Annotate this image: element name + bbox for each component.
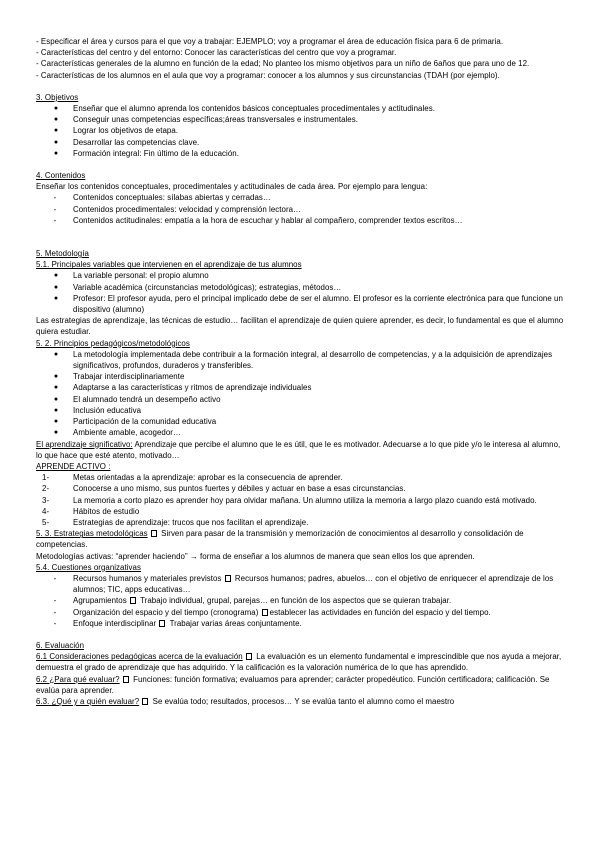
list-item-text: Contenidos conceptuales: sílabas abiertas y cerradas… bbox=[73, 193, 271, 203]
list-item-text: Trabajar varias áreas conjuntamente. bbox=[167, 618, 302, 628]
number-marker: 3- bbox=[42, 495, 50, 505]
list-item-text: Adaptarse a las características y ritmos de aprendizaje individuales bbox=[73, 383, 312, 393]
bullet-icon: ● bbox=[53, 395, 59, 403]
intro-line: - Características generales de la alumno en función de la edad; No planteo los mismo objetivos para un niño de 6años que para uno de 12. bbox=[36, 59, 530, 69]
bullet-icon: ● bbox=[53, 138, 59, 146]
subsection-heading: 5. 3. Estrategias metodológicas bbox=[36, 529, 148, 539]
list-item bbox=[36, 506, 566, 517]
list-item bbox=[36, 472, 566, 483]
list-item-text: Estrategias de aprendizaje: trucos que nos facilitan el aprendizaje. bbox=[73, 517, 309, 527]
list-item bbox=[36, 394, 566, 405]
dash-marker: - bbox=[53, 215, 57, 225]
list-item bbox=[36, 517, 566, 528]
dash-marker: - bbox=[53, 204, 57, 214]
list-item bbox=[36, 349, 566, 371]
list-item-text: Trabajar interdisciplinariamente bbox=[73, 372, 185, 382]
bullet-icon: ● bbox=[53, 116, 59, 124]
section-contenidos bbox=[36, 170, 566, 226]
section-intro: Enseñar los contenidos conceptuales, procedimentales y actitudinales de cada área. Por ejemplo para lengua: bbox=[36, 182, 428, 192]
list-item-text: establecer las actividades en función del espacio y del tiempo. bbox=[269, 607, 491, 617]
list-item bbox=[36, 137, 566, 148]
paragraph-text: La evaluación es un elemento fundamental e imprescindible que nos ayuda a mejorar, demuestra el grado de aprendizaje que has adquirido. Y la calificación es la valoración numérica de lo que has aprendido. bbox=[36, 652, 562, 673]
list-item-text: Ambiente amable, acogedor… bbox=[73, 428, 181, 438]
bullet-icon: ● bbox=[53, 272, 59, 280]
list-item-text: Desarrollar las competencias clave. bbox=[73, 137, 200, 147]
number-marker: 2- bbox=[42, 484, 50, 494]
paragraph bbox=[36, 651, 566, 673]
list-item-text: La memoria a corto plazo es aprender hoy para olvidar mañana. Un alumno utiliza la memoria a largo plazo cuando está motivado. bbox=[73, 495, 537, 505]
paragraph: Metodologías activas: “aprender haciendo” → forma de enseñar a los alumnos de manera que sean ellos los que aprenden. bbox=[36, 551, 475, 561]
list-item bbox=[36, 125, 566, 136]
bullet-icon: ● bbox=[53, 418, 59, 426]
list-item-text: Contenidos actitudinales: empatía a la hora de escuchar y hablar al compañero, comprender textos escritos… bbox=[73, 215, 463, 225]
list-item-text: Recursos humanos y materiales previstos bbox=[73, 573, 224, 583]
subsection-heading: 5.4. Cuestiones organizativas bbox=[36, 562, 141, 572]
bullet-icon: ● bbox=[53, 384, 59, 392]
section-evaluacion bbox=[36, 640, 566, 707]
subsection-heading: 6.2 ¿Para qué evaluar? bbox=[36, 674, 120, 684]
list-item-text: El alumnado tendrá un desempeño activo bbox=[73, 394, 221, 404]
section-heading: 6. Evaluación bbox=[36, 640, 85, 650]
subsection-heading: 5. 2. Principios pedagógicos/metodológicos bbox=[36, 338, 190, 348]
list-item-text: Enfoque interdisciplinar bbox=[73, 618, 159, 628]
document-page bbox=[36, 36, 566, 707]
list-item-text: Participación de la comunidad educativa bbox=[73, 417, 217, 427]
list-item-text: Recursos humanos; padres, abuelos… con el objetivo de enriquecer el aprendizaje de los alumnos; TIC, apps educativas… bbox=[73, 573, 554, 595]
list-item bbox=[36, 293, 566, 315]
list-item-text: Contenidos procedimentales: velocidad y comprensión lectora… bbox=[73, 204, 302, 214]
term-label: APRENDE ACTIVO : bbox=[36, 461, 111, 471]
paragraph bbox=[36, 696, 566, 707]
section-metodologia bbox=[36, 248, 566, 629]
section-objetivos bbox=[36, 92, 566, 159]
list-item bbox=[36, 371, 566, 382]
bullet-icon: ● bbox=[53, 105, 59, 113]
missing-glyph-icon bbox=[246, 653, 252, 660]
list-item bbox=[36, 416, 566, 427]
list-item-text: Enseñar que el alumno aprenda los contenidos básicos conceptuales procedimentales y actitudinales. bbox=[73, 104, 435, 114]
intro-line: - Características del centro y del entorno: Conocer las características del centro que voy a programar. bbox=[36, 48, 397, 58]
dash-marker: - bbox=[53, 607, 57, 617]
list-item bbox=[36, 204, 566, 215]
subsection-heading: 6.1 Consideraciones pedagógicas acerca de la evaluación bbox=[36, 652, 243, 662]
objetivos-list bbox=[36, 103, 566, 159]
missing-glyph-icon bbox=[225, 575, 231, 582]
section-heading: 3. Objetivos bbox=[36, 92, 79, 102]
bullet-icon: ● bbox=[53, 429, 59, 437]
section-heading: 5. Metodología bbox=[36, 249, 89, 259]
list-item bbox=[36, 573, 566, 595]
missing-glyph-icon bbox=[142, 698, 148, 705]
dash-marker: - bbox=[53, 618, 57, 628]
intro-section bbox=[36, 36, 566, 81]
list-item bbox=[36, 618, 566, 629]
missing-glyph-icon bbox=[123, 676, 129, 683]
paragraph: Las estrategias de aprendizaje, las técnicas de estudio… facilitan el aprendizaje de quien quiere aprender, es decir, lo fundamental es que el alumno quiera estudiar. bbox=[36, 316, 564, 337]
list-item-text: Profesor: El profesor ayuda, pero el principal implicado debe de ser el alumno. El profesor es la corriente electrónica para que funcione un dispositivo (alumno) bbox=[73, 293, 563, 315]
dash-marker: - bbox=[53, 596, 57, 606]
missing-glyph-icon bbox=[159, 620, 165, 627]
list-item bbox=[36, 270, 566, 281]
paragraph-text: Funciones: función formativa; evaluamos para aprender; carácter propedéutico. Función certificadora; calificación. Se evalúa para aprender. bbox=[36, 674, 550, 695]
organizativas-list bbox=[36, 573, 566, 629]
list-item-text: Organización del espacio y del tiempo (cronograma) bbox=[73, 607, 261, 617]
paragraph bbox=[36, 528, 566, 550]
list-item-text: Formación integral: Fin último de la educación. bbox=[73, 148, 239, 158]
number-marker: 5- bbox=[42, 517, 50, 527]
intro-line: - Especificar el área y cursos para el que voy a trabajar: EJEMPLO; voy a programar el área de educación física para 6 de primaria. bbox=[36, 37, 504, 46]
list-item bbox=[36, 215, 566, 226]
list-item bbox=[36, 495, 566, 506]
bullet-icon: ● bbox=[53, 127, 59, 135]
dash-marker: - bbox=[53, 193, 57, 203]
list-item bbox=[36, 427, 566, 438]
list-item bbox=[36, 103, 566, 114]
list-item-text: Trabajo individual, grupal, parejas… en función de los aspectos que se quieran trabajar. bbox=[137, 596, 452, 606]
bullet-icon: ● bbox=[53, 406, 59, 414]
list-item-text: Hábitos de estudio bbox=[73, 506, 140, 516]
list-item bbox=[36, 405, 566, 416]
dash-marker: - bbox=[53, 573, 57, 583]
missing-glyph-icon bbox=[262, 609, 268, 616]
intro-line: - Características de los alumnos en el aula que voy a programar: conocer a los alumnos y sus circunstancias (TDAH (por ejemplo). bbox=[36, 70, 500, 80]
missing-glyph-icon bbox=[130, 597, 136, 604]
bullet-icon: ● bbox=[53, 373, 59, 381]
paragraph-text: Se evalúa todo; resultados, procesos… Y se evalúa tanto el alumno como el maestro bbox=[150, 696, 455, 706]
paragraph-text: Aprendizaje que percibe el alumno que le es útil, que le es motivador. Adecuarse a lo que pide y/o le interesa al alumno, lo que hace que esté atento, motivado… bbox=[36, 439, 561, 460]
list-item-text: Inclusión educativa bbox=[73, 405, 142, 415]
list-item bbox=[36, 483, 566, 494]
list-item-text: Conseguir unas competencias específicas;áreas transversales e instrumentales. bbox=[73, 115, 358, 125]
list-item-text: Variable académica (circunstancias metodológicas); estrategias, métodos… bbox=[73, 282, 342, 292]
missing-glyph-icon bbox=[151, 530, 157, 537]
contenidos-list bbox=[36, 192, 566, 226]
number-marker: 4- bbox=[42, 506, 50, 516]
bullet-icon: ● bbox=[53, 149, 59, 157]
bullet-icon: ● bbox=[53, 294, 59, 302]
list-item-text: La variable personal: el propio alumno bbox=[73, 271, 209, 281]
list-item bbox=[36, 282, 566, 293]
bullet-icon: ● bbox=[53, 350, 59, 358]
paragraph bbox=[36, 439, 566, 461]
variables-list bbox=[36, 270, 566, 315]
term-label: El aprendizaje significativo: bbox=[36, 439, 133, 449]
subsection-heading: 6.3. ¿Qué y a quién evaluar? bbox=[36, 696, 140, 706]
list-item-text: La metodología implementada debe contribuir a la formación integral, al desarrollo de competencias, y a la adquisición de aprendizajes significativos, profundos, duraderos y transferibles. bbox=[73, 349, 553, 371]
list-item-text: Conocerse a uno mismo, sus puntos fuertes y débiles y actuar en base a esas circunstancias. bbox=[73, 484, 406, 494]
list-item bbox=[36, 192, 566, 203]
list-item-text: Agrupamientos bbox=[73, 596, 129, 606]
paragraph bbox=[36, 674, 566, 696]
bullet-icon: ● bbox=[53, 283, 59, 291]
list-item bbox=[36, 382, 566, 393]
list-item bbox=[36, 595, 566, 606]
list-item bbox=[36, 148, 566, 159]
paragraph-text: Sirven para pasar de la transmisión y memorización de conocimientos al desarrollo y consolidación de competencias. bbox=[36, 529, 524, 550]
principios-list bbox=[36, 349, 566, 439]
number-marker: 1- bbox=[42, 473, 50, 483]
list-item bbox=[36, 114, 566, 125]
section-heading: 4. Contenidos bbox=[36, 171, 86, 181]
list-item-text: Metas orientadas a la aprendizaje: aprobar es la consecuencia de aprender. bbox=[73, 473, 343, 483]
subsection-heading: 5.1. Principales variables que intervienen en el aprendizaje de tus alumnos bbox=[36, 260, 302, 270]
aprende-activo-list bbox=[36, 472, 566, 528]
list-item bbox=[36, 607, 566, 618]
list-item-text: Lograr los objetivos de etapa. bbox=[73, 126, 179, 136]
